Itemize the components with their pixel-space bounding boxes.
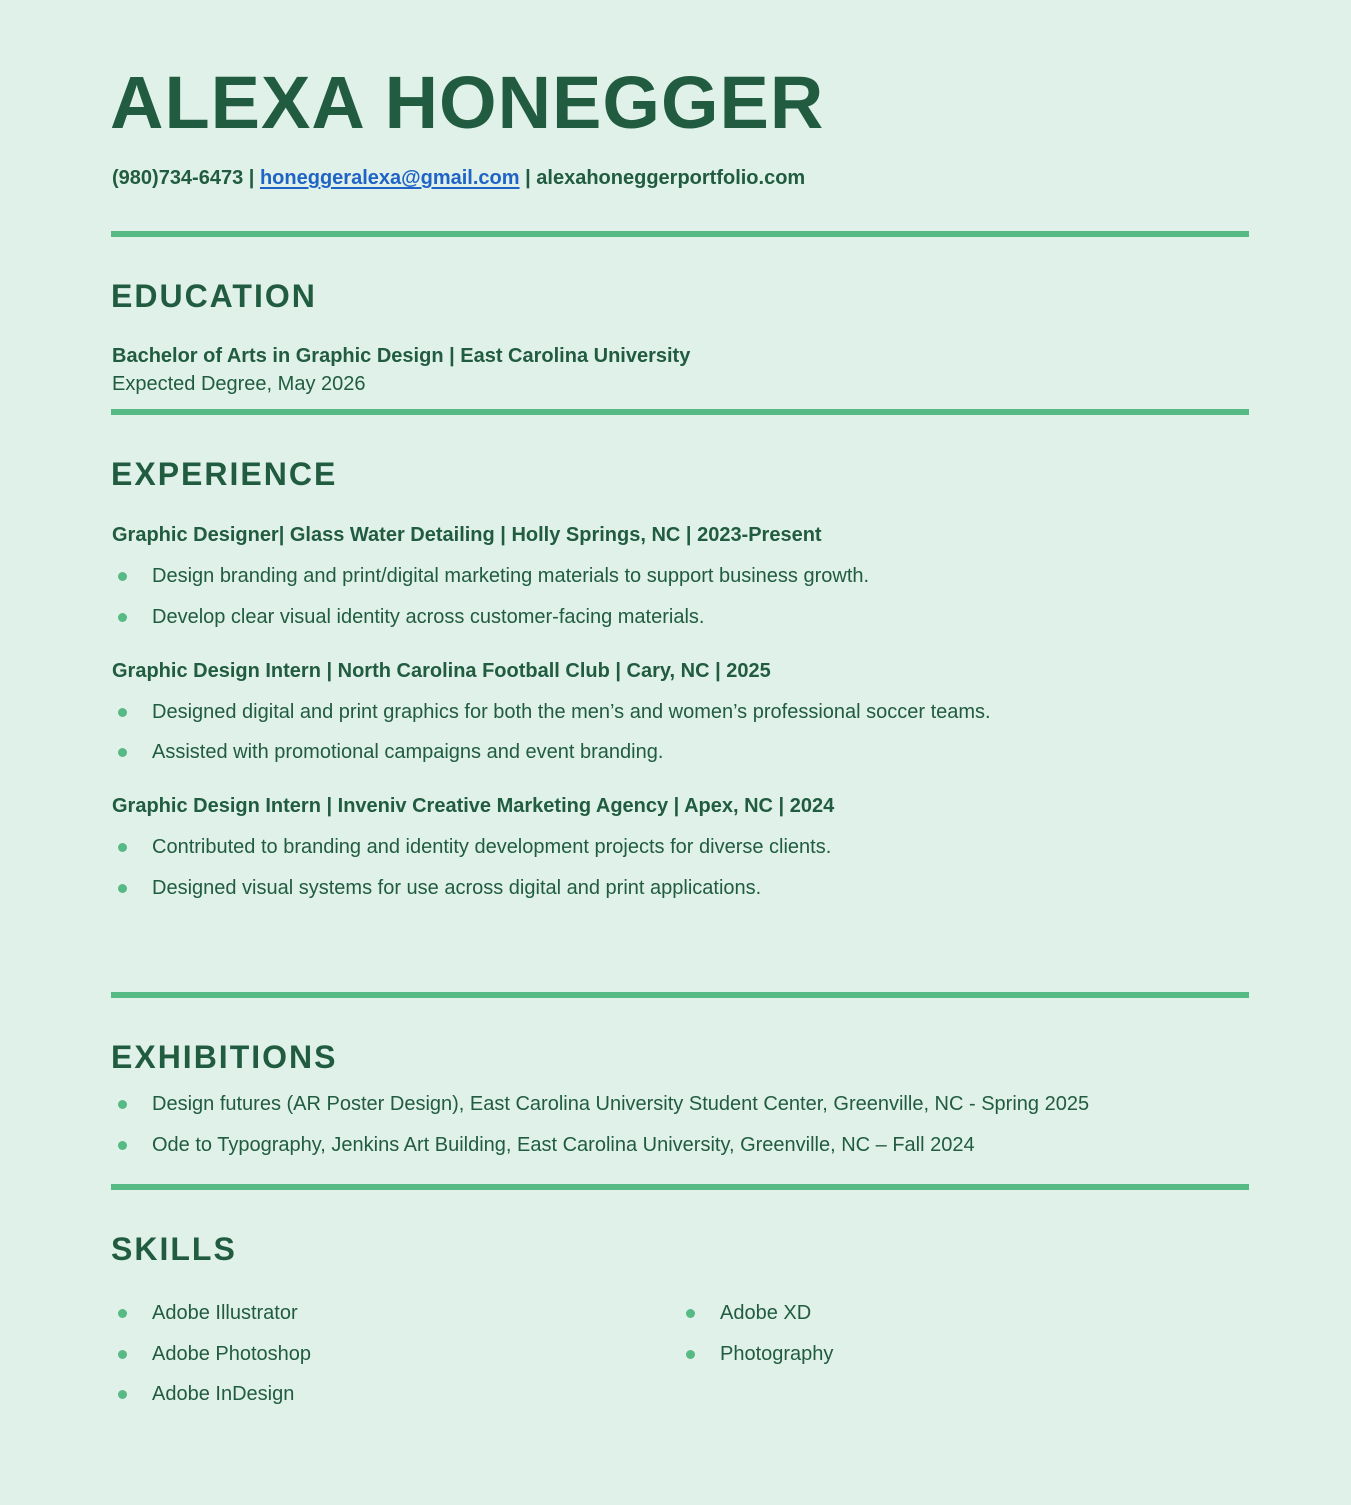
bullet-dot-icon [118, 1309, 127, 1318]
bullet-dot-icon [118, 884, 127, 893]
skill-text: Adobe InDesign [152, 1383, 295, 1405]
section-divider [111, 992, 1249, 998]
job-bullet-text: Design branding and print/digital marketing materials to support business growth. [152, 565, 870, 587]
candidate-name: ALEXA HONEGGER [110, 61, 825, 144]
education-expected-date: Expected Degree, May 2026 [112, 373, 366, 395]
skill-text: Adobe Photoshop [152, 1343, 312, 1365]
job-bullet [152, 739, 663, 765]
job-bullet [152, 699, 991, 725]
bullet-dot-icon [118, 613, 127, 622]
skill-item [152, 1341, 311, 1367]
bullet-dot-icon [118, 1100, 127, 1109]
bullet-dot-icon [118, 1390, 127, 1399]
bullet-dot-icon [686, 1350, 695, 1359]
contact-separator: | [248, 167, 255, 189]
skill-text: Photography [720, 1343, 834, 1365]
skill-text: Adobe Illustrator [152, 1302, 298, 1324]
contact-line [112, 165, 805, 191]
job-bullet-text: Assisted with promotional campaigns and event branding. [152, 741, 664, 763]
bullet-dot-icon [118, 572, 127, 581]
skill-item [152, 1300, 298, 1326]
job-title: Graphic Designer| Glass Water Detailing | Holly Springs, NC | 2023-Present [112, 524, 822, 546]
job-bullet-text: Designed visual systems for use across digital and print applications. [152, 877, 762, 899]
exhibition-item [152, 1132, 975, 1158]
email-link[interactable]: honeggeralexa@gmail.com [259, 167, 520, 189]
exhibition-text: Ode to Typography, Jenkins Art Building, East Carolina University, Greenville, NC – Fall 2024 [152, 1134, 975, 1156]
contact-separator: | [525, 167, 531, 189]
job-bullet [152, 875, 761, 901]
experience-heading: EXPERIENCE [111, 456, 338, 492]
section-divider [111, 231, 1249, 237]
skill-item [720, 1300, 811, 1326]
phone-number: (980)734-6473 [112, 167, 244, 189]
education-degree: Bachelor of Arts in Graphic Design | East Carolina University [112, 345, 691, 367]
bullet-dot-icon [118, 1141, 127, 1150]
job-bullet [152, 563, 869, 589]
job-bullet-text: Develop clear visual identity across customer-facing materials. [152, 606, 705, 628]
job-title: Graphic Design Intern | North Carolina Football Club | Cary, NC | 2025 [112, 660, 771, 682]
section-divider [111, 1184, 1249, 1190]
bullet-dot-icon [686, 1309, 695, 1318]
skill-item [152, 1381, 294, 1407]
portfolio-website: alexahoneggerportfolio.com [536, 167, 806, 189]
bullet-dot-icon [118, 748, 127, 757]
job-title: Graphic Design Intern | Inveniv Creative Marketing Agency | Apex, NC | 2024 [112, 795, 835, 817]
skill-text: Adobe XD [720, 1302, 812, 1324]
job-bullet-text: Designed digital and print graphics for both the men’s and women’s professional soccer teams. [152, 701, 991, 723]
exhibition-text: Design futures (AR Poster Design), East Carolina University Student Center, Greenville, NC - Spring 2025 [152, 1093, 1090, 1115]
job-bullet [152, 604, 704, 630]
skill-item [720, 1341, 833, 1367]
bullet-dot-icon [118, 708, 127, 717]
bullet-dot-icon [118, 1350, 127, 1359]
education-heading: EDUCATION [111, 278, 317, 314]
job-bullet [152, 834, 831, 860]
section-divider [111, 409, 1249, 415]
bullet-dot-icon [118, 843, 127, 852]
skills-heading: SKILLS [111, 1231, 237, 1267]
exhibitions-heading: EXHIBITIONS [111, 1039, 338, 1075]
exhibition-item [152, 1091, 1089, 1117]
job-bullet-text: Contributed to branding and identity development projects for diverse clients. [152, 836, 832, 858]
